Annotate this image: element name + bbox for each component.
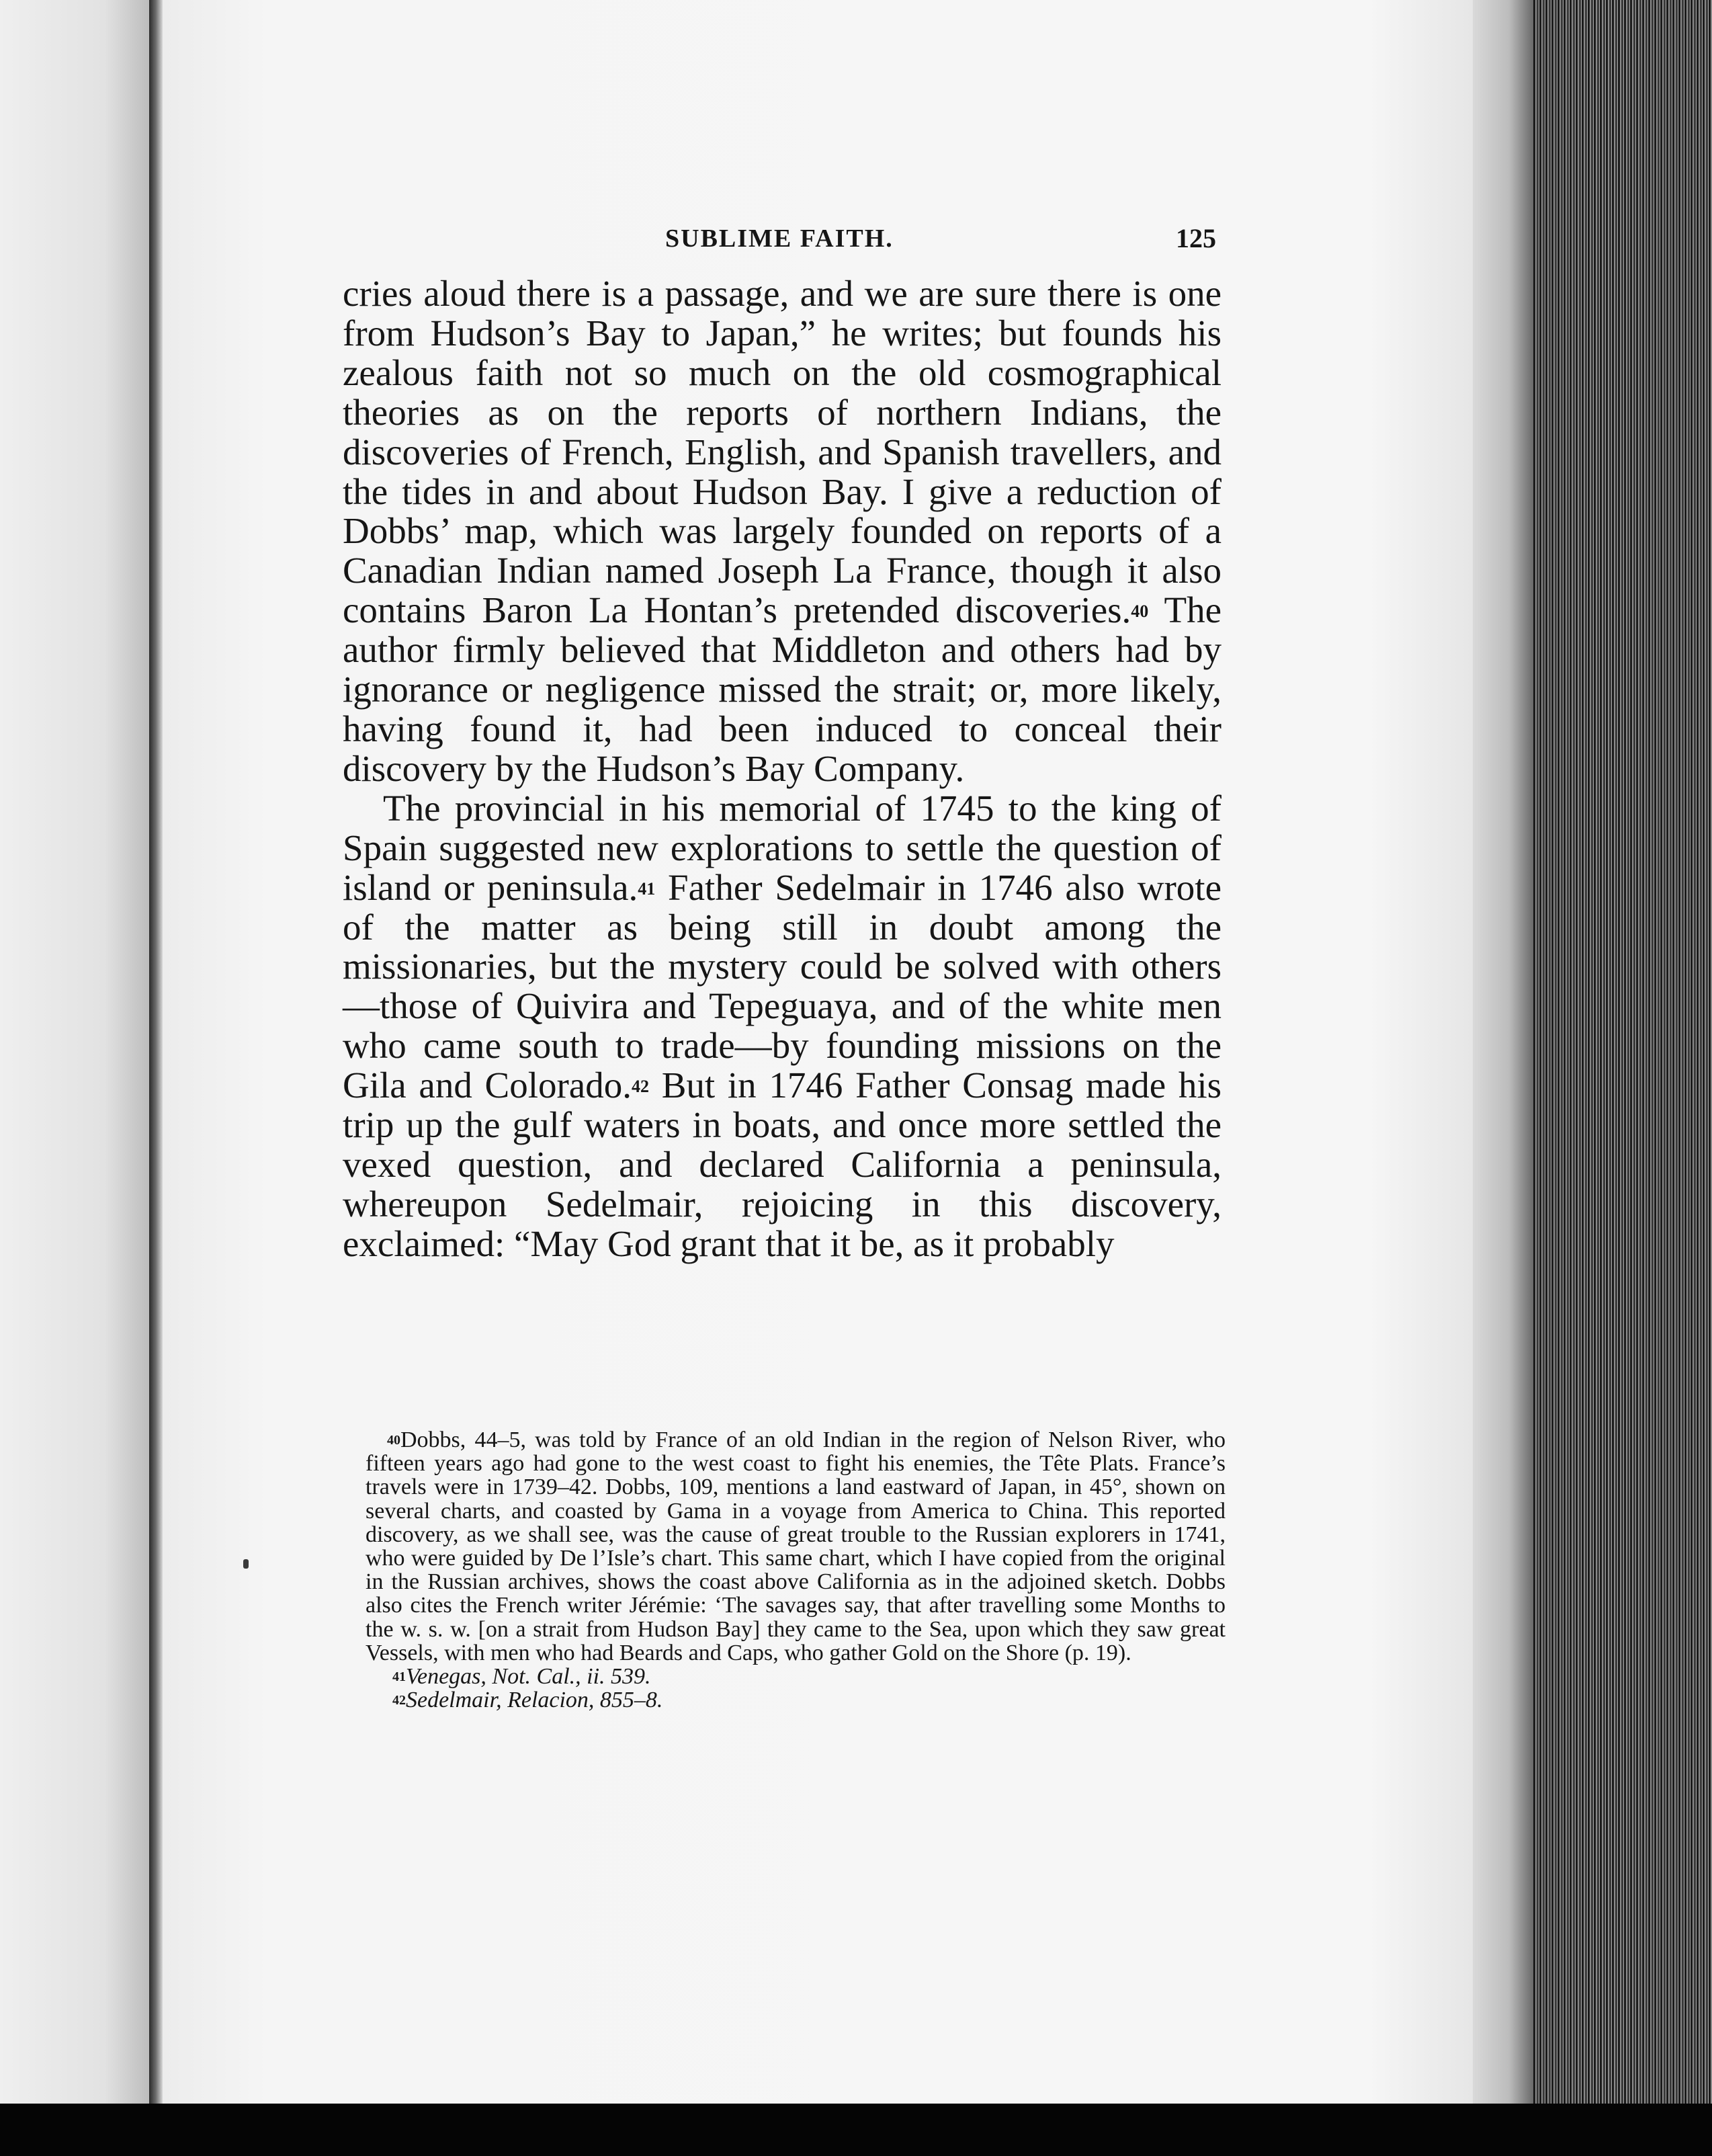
footnote-41 xyxy=(366,1665,1226,1688)
left-page xyxy=(0,0,149,2104)
scan-border xyxy=(0,2104,1712,2156)
paragraph-1-text-a: cries aloud there is a passage, and we are sure there is one from Hudson’s Bay to Japan,” he writes; but founds his zealous faith not so much on the old cosmographical theories as on the reports of northern Indians, the discoveries of French, English, and Spanish travellers, and the tides in and about Hudson Bay. I give a reduction of Dobbs’ map, which was largely founded on reports of a Canadian Indian named Joseph La France, though it also contains Baron La Hontan’s pretended discoveries. xyxy=(343,273,1222,631)
page-number: 125 xyxy=(1176,223,1216,253)
footnote-42-mark: 42 xyxy=(392,1693,406,1708)
paragraph-1 xyxy=(343,274,1222,789)
footnote-40-text: Dobbs, 44–5, was told by France of an old Indian in the region of Nelson River, who fifteen years ago had gone to the west coast to fight his enemies, the Tête Plats. France’s travels were in 1739–42. Dobbs, 109, mentions a land eastward of Japan, in 45°, shown on several charts, and coasted by Gama in a voyage from America to China. This reported discovery, as we shall see, was the cause of great trouble to the Russian explorers in 1741, who were guided by De l’Isle’s chart. This same chart, which I have copied from the original in the Russian archives, shows the coast above California as in the adjoined sketch. Dobbs also cites the French writer Jérémie: ‘The savages say, that after travelling some Months to the w. s. w. [on a strait from Hudson Bay] they came to the Sea, upon which they saw great Vessels, with men who had Beards and Caps, who gather Gold on the Shore (p. 19). xyxy=(366,1427,1226,1665)
scan-speck xyxy=(243,1559,249,1569)
paragraph-1-text-b: The author firmly believed that Middleton and others had by ignorance or negligence missed the strait; or, more likely, having found it, had been induced to conceal their discovery by the Hudson’s Bay Company. xyxy=(343,589,1222,789)
book-gutter xyxy=(149,0,163,2104)
footnote-41-mark: 41 xyxy=(392,1669,406,1685)
running-head: SUBLIME FAITH. xyxy=(665,224,894,253)
body-text xyxy=(343,274,1222,1264)
footnote-40-mark: 40 xyxy=(387,1433,400,1448)
paragraph-2-text-c: But in 1746 Father Consag made his trip up the gulf waters in boats, and once more settled the vexed question, and declared California a peninsula, whereupon Sedelmair, rejoicing in this discovery, exclaimed: “May God grant that it be, as it probably xyxy=(343,1065,1222,1264)
page-edges xyxy=(1473,0,1712,2137)
paragraph-2-text-b: Father Sedelmair in 1746 also wrote of the matter as being still in doubt among the missionaries, but the mystery could be solved with others—those of Quivira and Tepeguaya, and of the white men who came south to trade—by founding missions on the Gila and Colorado. xyxy=(343,866,1222,1106)
footnotes xyxy=(366,1428,1226,1712)
footnote-42-text: Sedelmair, Relacion, 855–8. xyxy=(406,1688,663,1713)
paragraph-2 xyxy=(343,789,1222,1264)
footnote-ref-41: 41 xyxy=(638,878,656,899)
footnote-ref-40: 40 xyxy=(1131,602,1149,622)
footnote-ref-42: 42 xyxy=(631,1077,649,1097)
paragraph-2-text-a: The provincial in his memorial of 1745 to the king of Spain suggested new explorations to settle the question of island or peninsula. xyxy=(343,787,1222,908)
footnote-42 xyxy=(366,1688,1226,1712)
footnote-40 xyxy=(366,1428,1226,1665)
page-header xyxy=(343,218,1216,259)
footnote-41-text: Venegas, Not. Cal., ii. 539. xyxy=(406,1664,651,1690)
